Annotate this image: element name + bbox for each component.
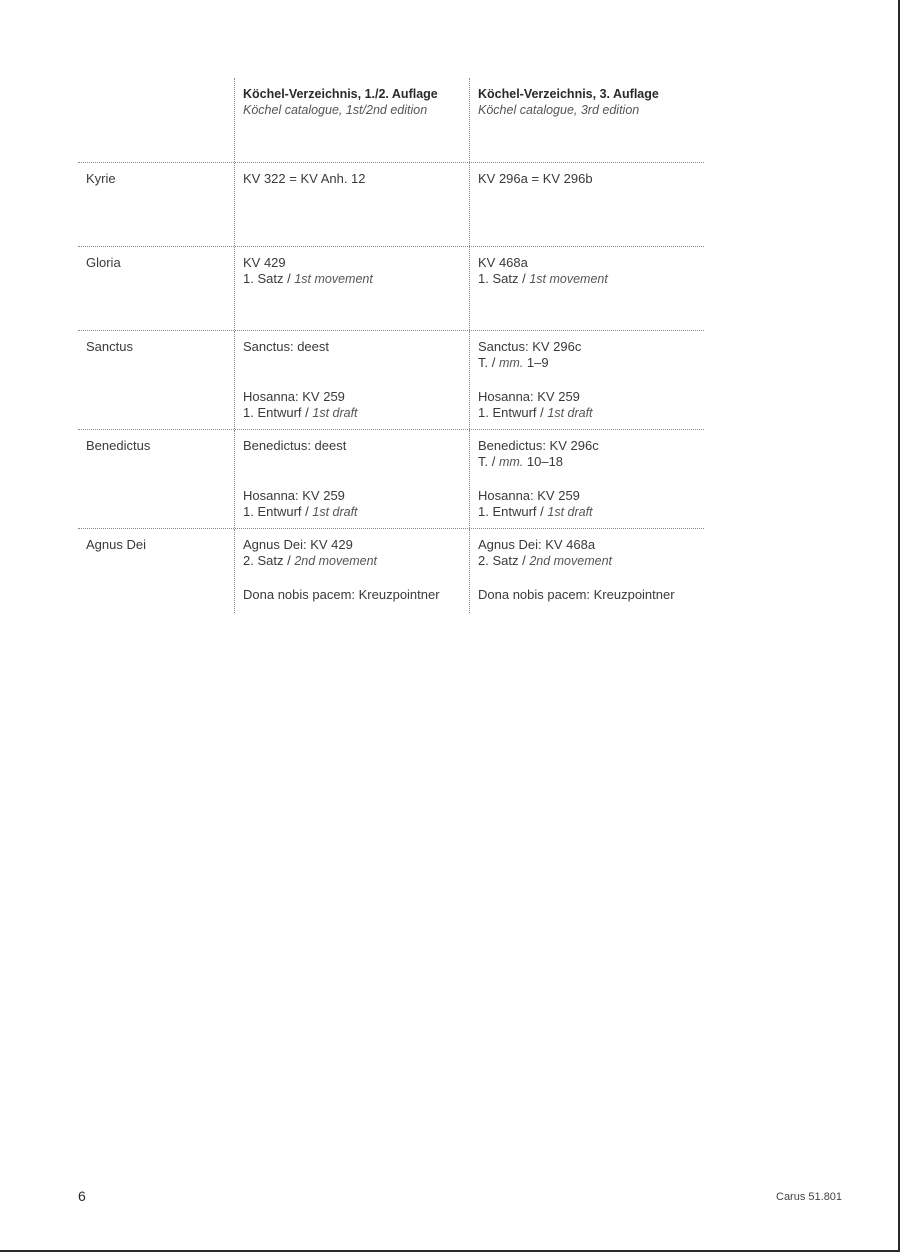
row-col2-cell (469, 331, 704, 429)
col1-movement-de: 1. Satz / (243, 271, 295, 286)
col1-dona-nobis: Dona nobis pacem: Kreuzpointner (243, 587, 440, 602)
col1-hosanna: Hosanna: KV 259 (243, 488, 345, 503)
concordance-table (78, 78, 704, 613)
col2-movement-de: 2. Satz / (478, 553, 530, 568)
col2-entry: Benedictus: KV 296c (478, 438, 599, 453)
col1-draft-de: 1. Entwurf / (243, 504, 313, 519)
col2-measures-prefix: T. / (478, 355, 499, 370)
col2-entry: KV 468a (478, 255, 528, 270)
col2-draft-en: 1st draft (547, 406, 593, 420)
header-empty-cell (78, 78, 234, 162)
col1-movement-en: 2nd movement (294, 554, 377, 568)
row-label-cell (78, 331, 234, 429)
col2-entry: Sanctus: KV 296c (478, 339, 582, 354)
row-col1-cell (234, 430, 469, 528)
table-row (78, 247, 704, 331)
col2-measures-range: 10–18 (523, 454, 564, 469)
col2-measures-en: mm. (498, 356, 524, 370)
col2-movement-de: 1. Satz / (478, 271, 530, 286)
row-label: Agnus Dei (86, 537, 146, 552)
row-col1-cell (234, 163, 469, 246)
row-col2-cell (469, 247, 704, 330)
table-row (78, 430, 704, 529)
col2-movement-en: 2nd movement (529, 554, 612, 568)
row-col1-cell (234, 529, 469, 613)
table-row (78, 529, 704, 613)
row-col1-cell (234, 247, 469, 330)
table-row (78, 331, 704, 430)
col2-subtitle: Köchel catalogue, 3rd edition (478, 103, 640, 117)
row-label: Kyrie (86, 171, 116, 186)
col2-movement-en: 1st movement (529, 272, 608, 286)
col2-title: Köchel-Verzeichnis, 3. Auflage (478, 87, 659, 101)
table-header-row (78, 78, 704, 163)
col2-draft-en: 1st draft (547, 505, 593, 519)
row-label-cell (78, 163, 234, 246)
table-row (78, 163, 704, 247)
col1-entry: Benedictus: deest (243, 438, 347, 453)
col1-movement-de: 2. Satz / (243, 553, 295, 568)
header-col1 (234, 78, 469, 162)
row-col1-cell (234, 331, 469, 429)
col1-entry: Sanctus: deest (243, 339, 329, 354)
col1-entry: KV 322 = KV Anh. 12 (243, 171, 366, 186)
col2-dona-nobis: Dona nobis pacem: Kreuzpointner (478, 587, 675, 602)
col2-measures-prefix: T. / (478, 454, 499, 469)
col2-draft-de: 1. Entwurf / (478, 405, 548, 420)
col2-entry: KV 296a = KV 296b (478, 171, 593, 186)
col2-entry: Agnus Dei: KV 468a (478, 537, 596, 552)
col2-hosanna: Hosanna: KV 259 (478, 389, 580, 404)
row-col2-cell (469, 529, 704, 613)
row-label: Gloria (86, 255, 121, 270)
row-label-cell (78, 529, 234, 613)
col1-draft-en: 1st draft (312, 505, 358, 519)
col1-draft-de: 1. Entwurf / (243, 405, 313, 420)
col1-draft-en: 1st draft (312, 406, 358, 420)
publisher-reference: Carus 51.801 (776, 1191, 843, 1203)
row-label-cell (78, 430, 234, 528)
col1-entry: Agnus Dei: KV 429 (243, 537, 353, 552)
row-label: Benedictus (86, 438, 151, 453)
col1-hosanna: Hosanna: KV 259 (243, 389, 345, 404)
col2-draft-de: 1. Entwurf / (478, 504, 548, 519)
col1-movement-en: 1st movement (294, 272, 373, 286)
row-col2-cell (469, 163, 704, 246)
col2-hosanna: Hosanna: KV 259 (478, 488, 580, 503)
row-label: Sanctus (86, 339, 133, 354)
col1-subtitle: Köchel catalogue, 1st/2nd edition (243, 103, 428, 117)
col1-entry: KV 429 (243, 255, 286, 270)
row-label-cell (78, 247, 234, 330)
page-number: 6 (78, 1188, 86, 1204)
row-col2-cell (469, 430, 704, 528)
col1-title: Köchel-Verzeichnis, 1./2. Auflage (243, 87, 438, 101)
col2-measures-en: mm. (498, 455, 524, 469)
col2-measures-range: 1–9 (523, 355, 549, 370)
header-col2 (469, 78, 704, 162)
